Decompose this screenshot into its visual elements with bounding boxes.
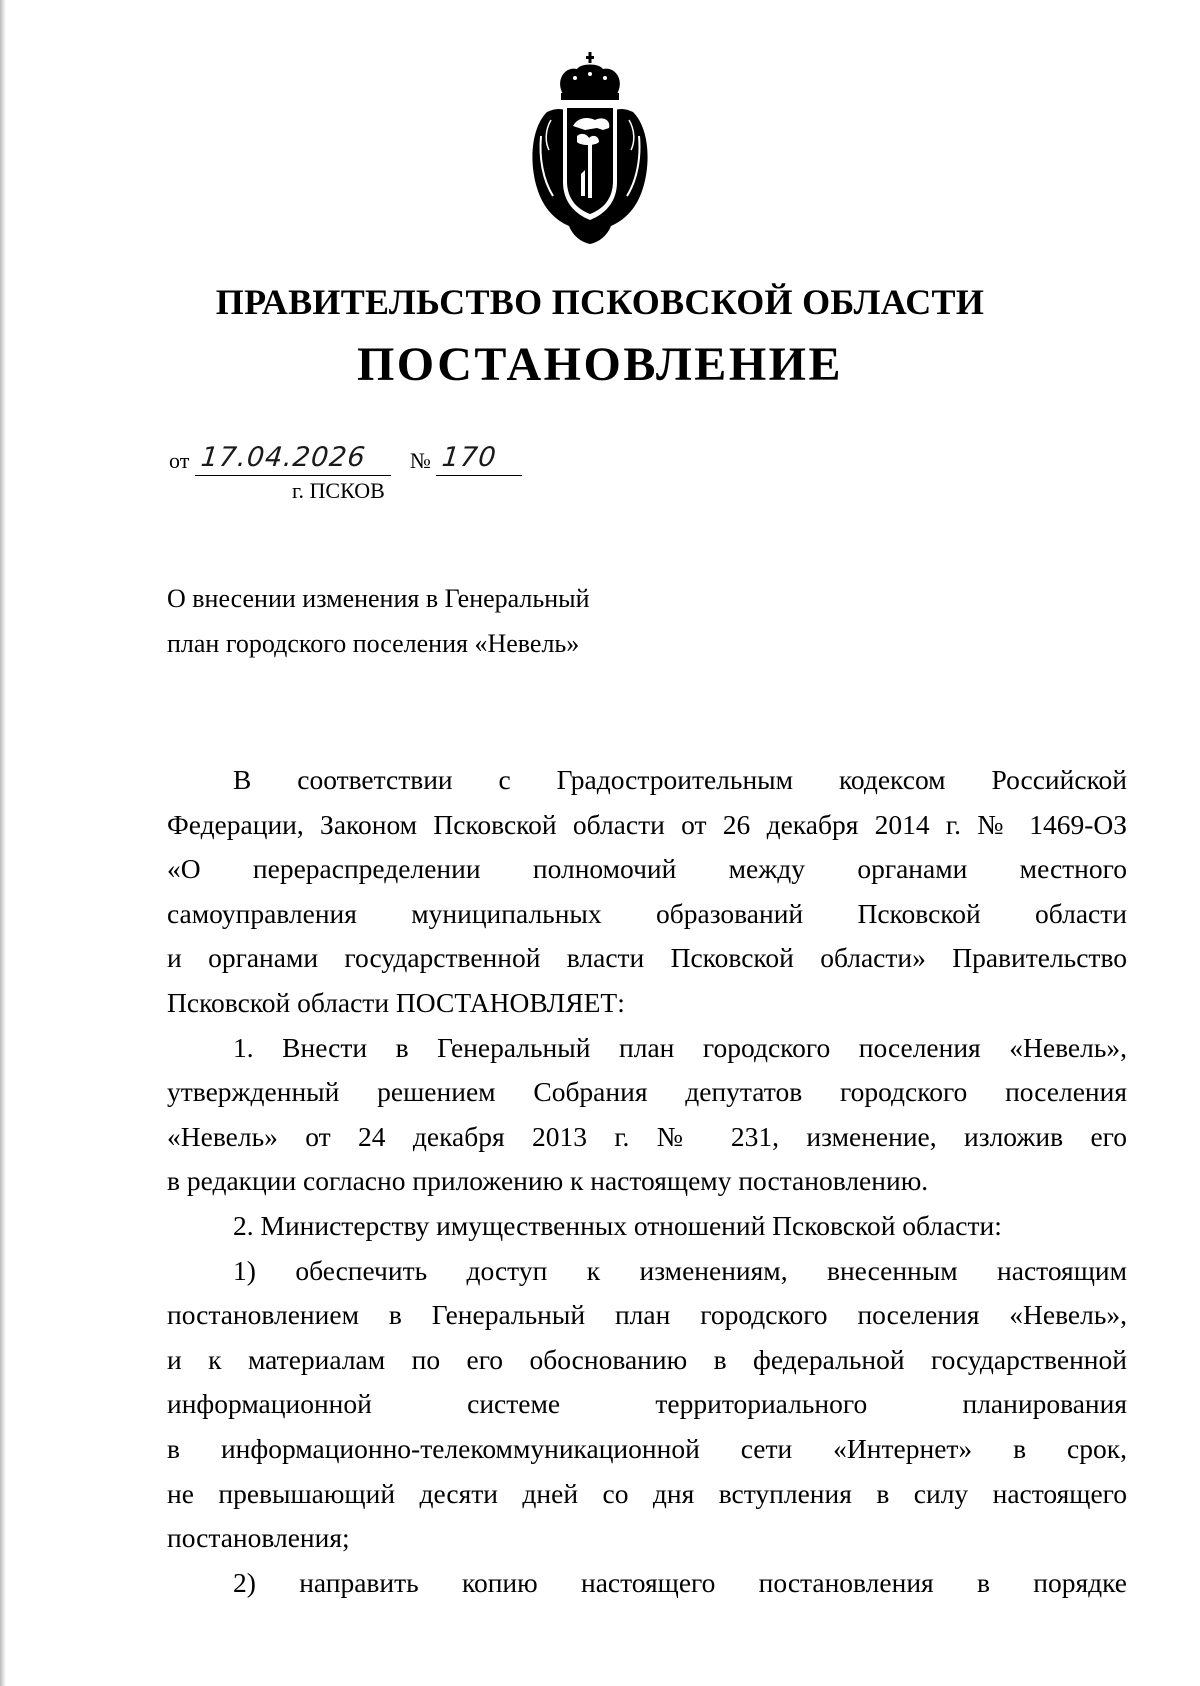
meta-row xyxy=(169,442,522,476)
date-label: от xyxy=(169,448,190,473)
body-line: и к материалам по его обоснованию в федеральной государственной xyxy=(167,1343,1127,1375)
body-line: утвержденный решением Собрания депутатов городского поселения xyxy=(167,1076,1127,1108)
subject-line: план городского поселения «Невель» xyxy=(167,629,580,658)
number-label: № xyxy=(409,448,431,473)
government-title: ПРАВИТЕЛЬСТВО ПСКОВСКОЙ ОБЛАСТИ xyxy=(215,282,985,322)
body-line: 2. Министерству имущественных отношений Псковской области: xyxy=(233,1209,1002,1241)
number-field xyxy=(436,442,522,476)
subject-line: О внесении изменения в Генеральный xyxy=(167,584,590,613)
handwritten-date: 17.04.2026 xyxy=(199,442,368,473)
body-line: Псковской области ПОСТАНОВЛЯЕТ: xyxy=(167,986,625,1018)
body-line: 2) направить копию настоящего постановления в порядке xyxy=(233,1566,1127,1598)
body-line: не превышающий десяти дней со дня вступления в силу настоящего xyxy=(167,1477,1127,1509)
body-line: постановления; xyxy=(167,1522,350,1554)
body-line: и органами государственной власти Псковской области» Правительство xyxy=(167,942,1127,974)
body-line: В соответствии с Градостроительным кодексом Российской xyxy=(233,764,1127,795)
body-line: «О перераспределении полномочий между органами местного xyxy=(167,853,1127,885)
body-line: 1) обеспечить доступ к изменениям, внесенным настоящим xyxy=(233,1254,1127,1286)
date-field xyxy=(195,442,391,476)
body-line: самоуправления муниципальных образований Псковской области xyxy=(167,897,1127,929)
body-line: в редакции согласно приложению к настоящему постановлению. xyxy=(167,1165,929,1197)
document-body xyxy=(167,758,1127,1605)
handwritten-number: 170 xyxy=(440,442,499,473)
body-line: информационной системе территориального планирования xyxy=(167,1388,1127,1420)
scan-edge xyxy=(0,0,6,1686)
document-type-title: ПОСТАНОВЛЕНИЕ xyxy=(356,338,844,391)
body-line: Федерации, Законом Псковской области от 26 декабря 2014 г. № 1469-ОЗ xyxy=(167,808,1127,840)
body-line: «Невель» от 24 декабря 2013 г. № 231, изменение, изложив его xyxy=(167,1120,1127,1152)
coat-of-arms-icon xyxy=(525,50,655,250)
document-subject xyxy=(167,576,727,666)
body-line: в информационно-телекоммуникационной сети «Интернет» в срок, xyxy=(167,1432,1127,1464)
body-line: постановлением в Генеральный план городского поселения «Невель», xyxy=(167,1299,1127,1331)
body-line: 1. Внести в Генеральный план городского поселения «Невель», xyxy=(233,1031,1127,1063)
city-label: г. ПСКОВ xyxy=(292,478,385,503)
